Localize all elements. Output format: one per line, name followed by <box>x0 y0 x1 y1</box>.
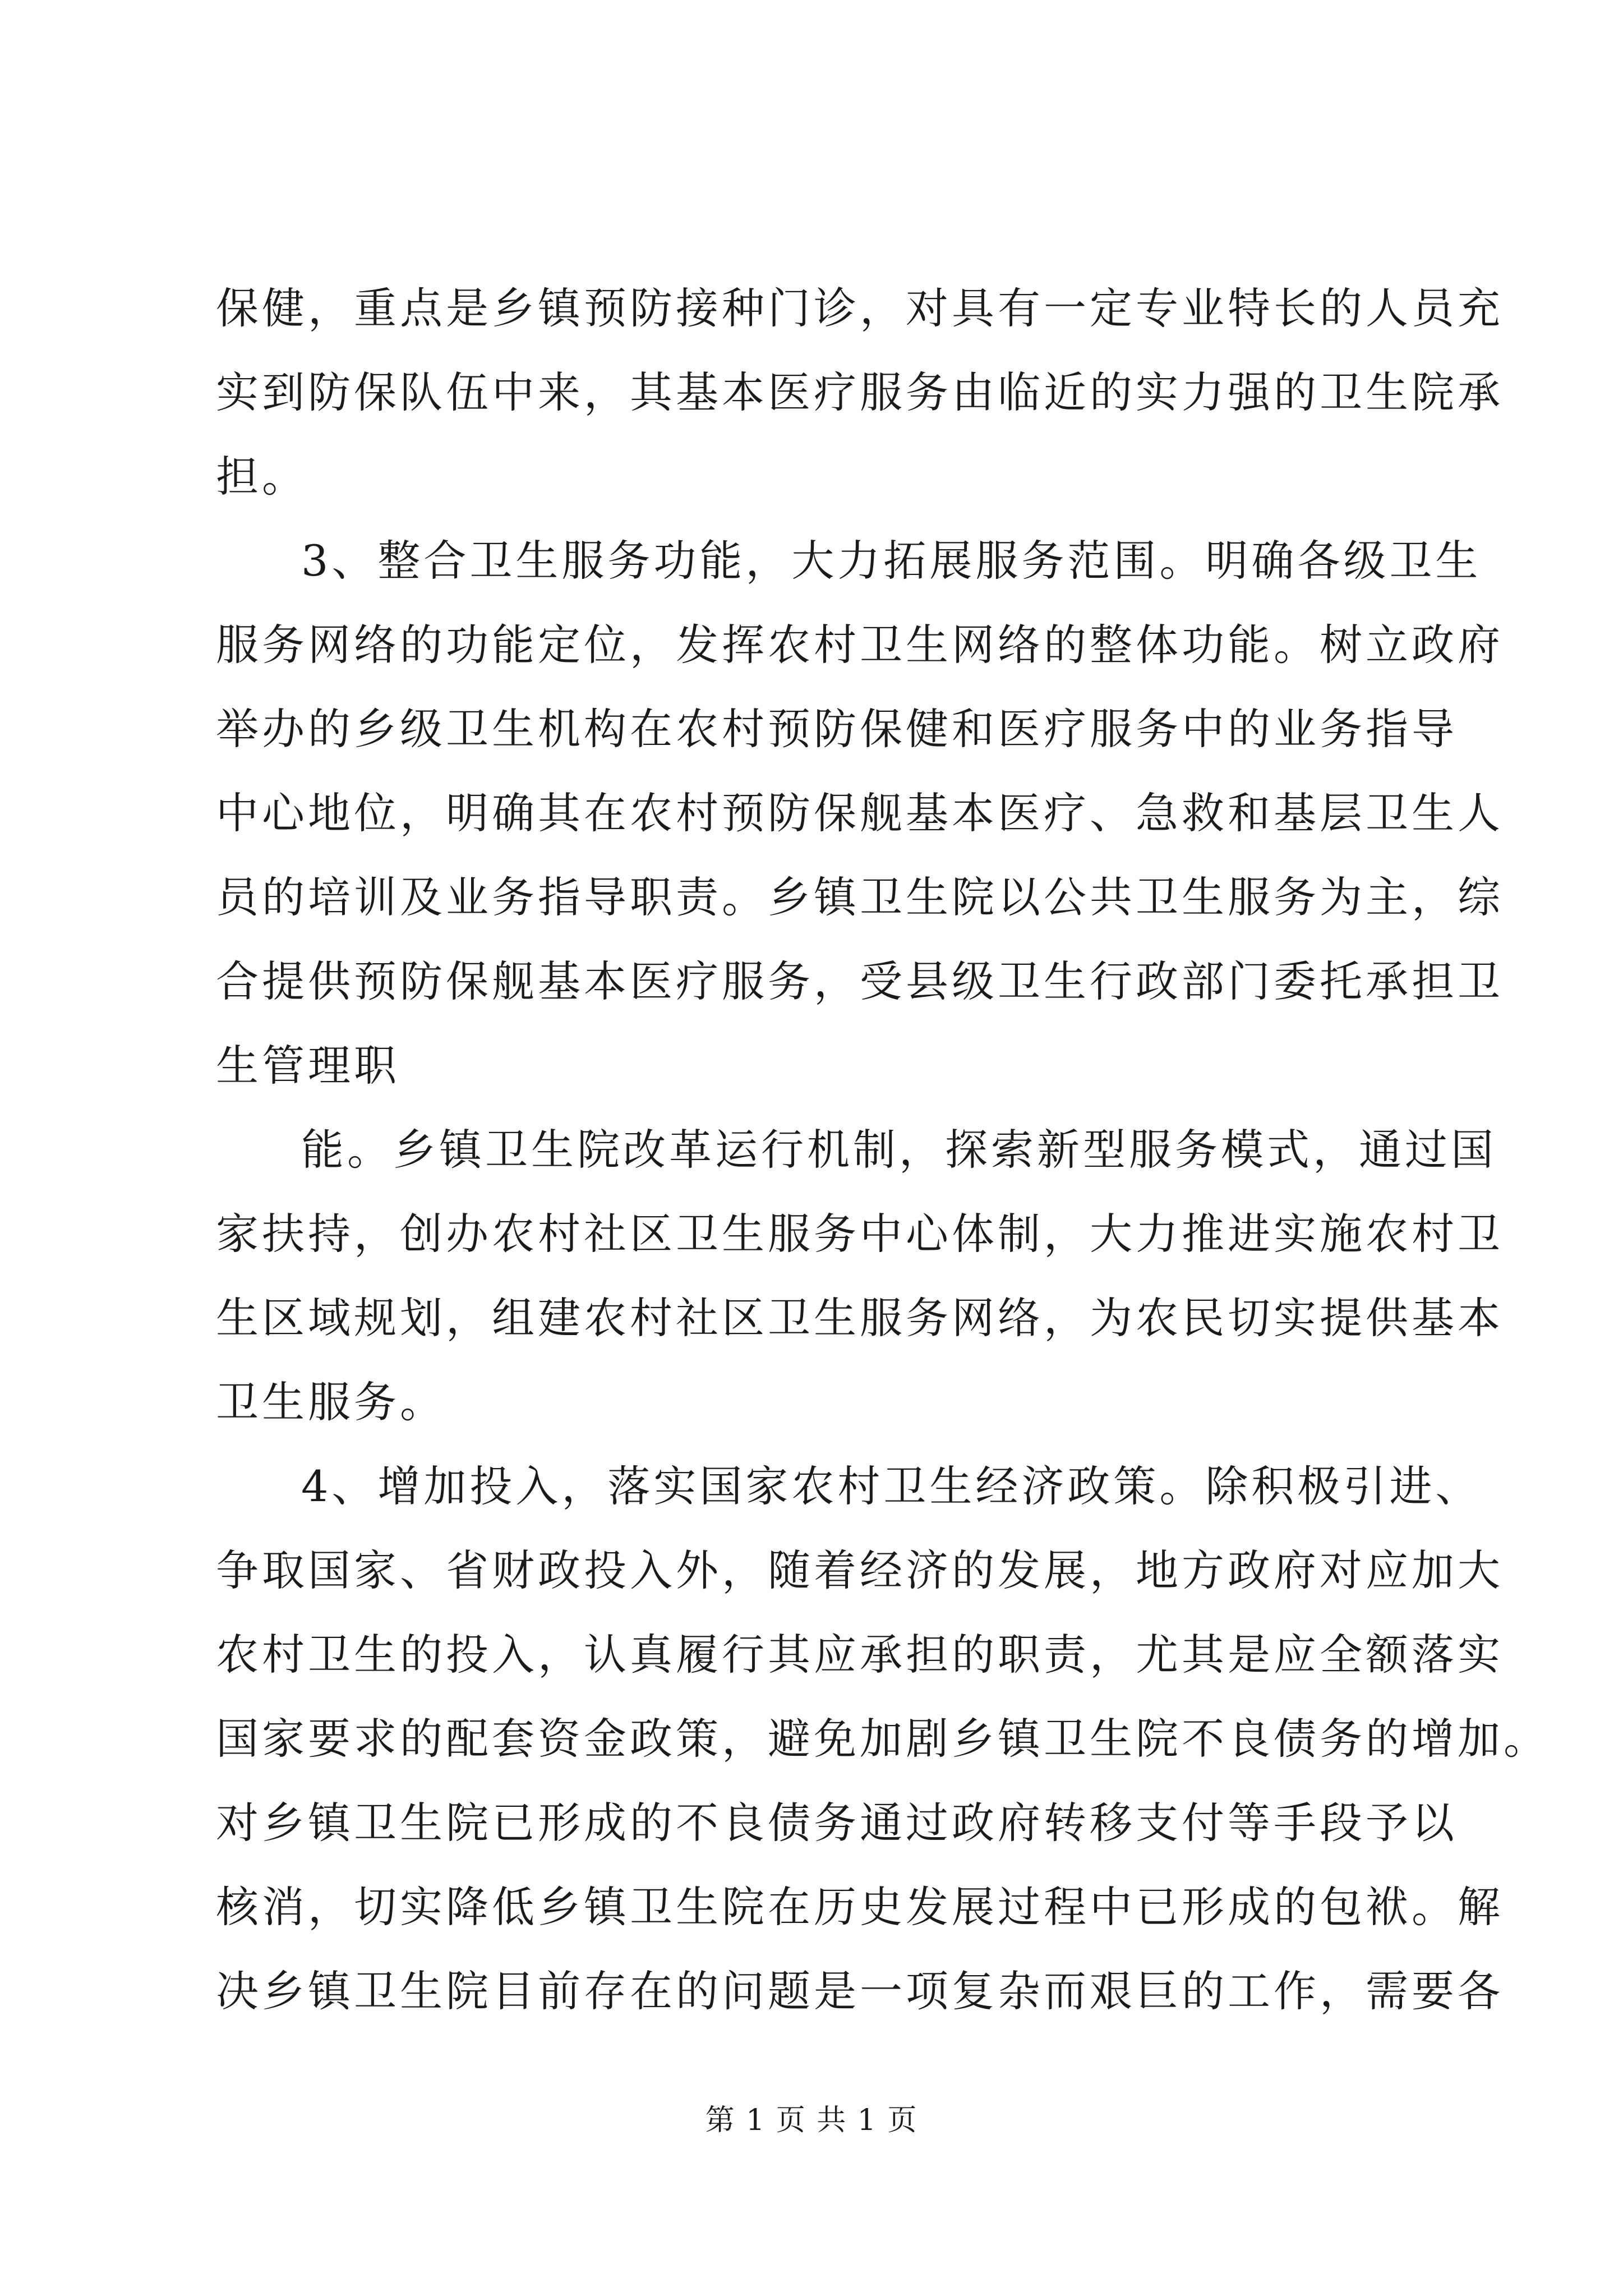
text-line: 保健，重点是乡镇预防接种门诊，对具有一定专业特长的人员充 <box>216 283 1504 333</box>
text-line: 担。 <box>216 452 308 501</box>
page-number: 第 1 页 共 1 页 <box>705 2104 918 2137</box>
text-line: 员的培训及业务指导职责。乡镇卫生院以公共卫生服务为主，综 <box>216 872 1504 922</box>
text-line: 举办的乡级卫生机构在农村预防保健和医疗服务中的业务指导 <box>216 704 1458 754</box>
paragraph-2 <box>216 519 1504 1108</box>
text-line: 4、增加投入，落实国家农村卫生经济政策。除积极引进、 <box>301 1461 1482 1511</box>
paragraph-1 <box>216 266 1504 519</box>
page-footer <box>0 2101 1623 2140</box>
text-line: 家扶持，创办农村社区卫生服务中心体制，大力推进实施农村卫 <box>216 1209 1504 1259</box>
text-line: 决乡镇卫生院目前存在的问题是一项复杂而艰巨的工作，需要各 <box>216 1966 1504 2016</box>
text-line: 生区域规划，组建农村社区卫生服务网络，为农民切实提供基本 <box>216 1293 1504 1343</box>
text-line: 核消，切实降低乡镇卫生院在历史发展过程中已形成的包袱。解 <box>216 1882 1504 1932</box>
document-body <box>216 266 1550 2033</box>
paragraph-3 <box>216 1108 1504 1444</box>
text-line: 中心地位，明确其在农村预防保舰基本医疗、急救和基层卫生人 <box>216 788 1504 838</box>
text-line: 服务网络的功能定位，发挥农村卫生网络的整体功能。树立政府 <box>216 620 1504 670</box>
text-line: 合提供预防保舰基本医疗服务，受县级卫生行政部门委托承担卫 <box>216 956 1504 1006</box>
text-line: 生管理职 <box>216 1041 400 1091</box>
text-line: 对乡镇卫生院已形成的不良债务通过政府转移支付等手段予以 <box>216 1798 1458 1848</box>
paragraph-4 <box>216 1444 1550 2033</box>
text-line: 能。乡镇卫生院改革运行机制，探索新型服务模式，通过国 <box>301 1125 1497 1175</box>
text-line: 国家要求的配套资金政策，避免加剧乡镇卫生院不良债务的增加。 <box>216 1714 1550 1764</box>
text-line: 实到防保队伍中来，其基本医疗服务由临近的实力强的卫生院承 <box>216 367 1504 417</box>
text-line: 争取国家、省财政投入外，随着经济的发展，地方政府对应加大 <box>216 1545 1504 1595</box>
text-line: 农村卫生的投入，认真履行其应承担的职责，尤其是应全额落实 <box>216 1630 1504 1680</box>
text-line: 3、整合卫生服务功能，大力拓展服务范围。明确各级卫生 <box>301 536 1482 586</box>
text-line: 卫生服务。 <box>216 1377 446 1427</box>
